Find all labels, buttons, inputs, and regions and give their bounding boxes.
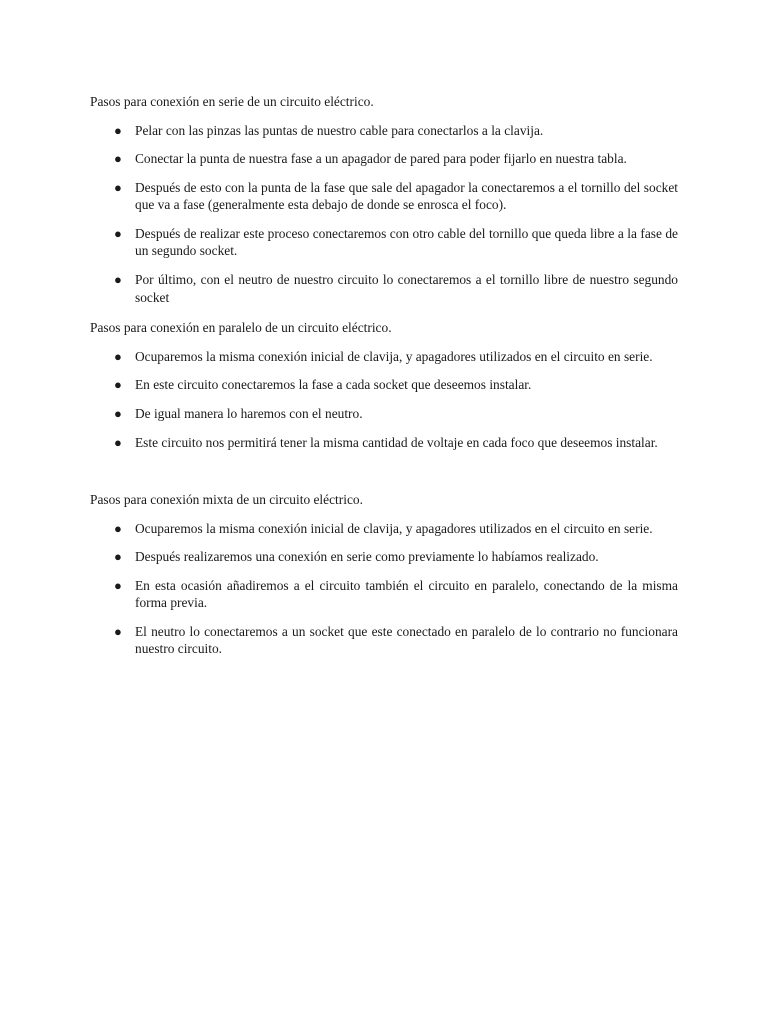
list-item bbox=[90, 225, 678, 260]
bullet-icon: ● bbox=[114, 549, 122, 565]
list-item bbox=[90, 122, 678, 139]
list-item bbox=[90, 520, 678, 537]
list-item-text: Por último, con el neutro de nuestro circuito lo conectaremos a el tornillo libre de nuestro segundo socket bbox=[135, 272, 678, 305]
bullet-icon: ● bbox=[114, 272, 122, 288]
bullet-icon: ● bbox=[114, 226, 122, 242]
list-item-text: Ocuparemos la misma conexión inicial de clavija, y apagadores utilizados en el circuito en serie. bbox=[135, 520, 653, 536]
bullet-icon: ● bbox=[114, 624, 122, 640]
section-heading: Pasos para conexión en serie de un circuito eléctrico. bbox=[90, 94, 374, 109]
bullet-icon: ● bbox=[114, 434, 122, 450]
bullet-list bbox=[90, 348, 678, 452]
section-mixta bbox=[90, 491, 678, 658]
list-item-text: Pelar con las pinzas las puntas de nuestro cable para conectarlos a la clavija. bbox=[135, 122, 544, 138]
bullet-list bbox=[90, 122, 678, 306]
list-item-text: Conectar la punta de nuestra fase a un apagador de pared para poder fijarlo en nuestra tabla. bbox=[135, 151, 627, 167]
bullet-icon: ● bbox=[114, 406, 122, 422]
list-item bbox=[90, 348, 678, 365]
list-item bbox=[90, 577, 678, 612]
list-item bbox=[90, 548, 678, 565]
list-item bbox=[90, 271, 678, 306]
bullet-icon: ● bbox=[114, 151, 122, 167]
list-item-text: El neutro lo conectaremos a un socket que este conectado en paralelo de lo contrario no funcionara nuestro circuito. bbox=[135, 624, 678, 657]
list-item-text: Ocuparemos la misma conexión inicial de clavija, y apagadores utilizados en el circuito en serie. bbox=[135, 348, 653, 364]
list-item bbox=[90, 179, 678, 214]
list-item bbox=[90, 623, 678, 658]
bullet-icon: ● bbox=[114, 122, 122, 138]
bullet-icon: ● bbox=[114, 348, 122, 364]
bullet-icon: ● bbox=[114, 520, 122, 536]
list-item-text: Después de esto con la punta de la fase que sale del apagador la conectaremos a el tornillo del socket que va a fase (generalmente esta debajo de donde se enrosca el foco). bbox=[135, 180, 678, 213]
list-item bbox=[90, 434, 678, 451]
section-heading: Pasos para conexión mixta de un circuito eléctrico. bbox=[90, 492, 363, 507]
section-heading: Pasos para conexión en paralelo de un circuito eléctrico. bbox=[90, 320, 392, 335]
list-item bbox=[90, 150, 678, 167]
list-item-text: En este circuito conectaremos la fase a cada socket que deseemos instalar. bbox=[135, 377, 532, 393]
list-item-text: Después realizaremos una conexión en serie como previamente lo habíamos realizado. bbox=[135, 549, 599, 565]
bullet-icon: ● bbox=[114, 180, 122, 196]
list-item-text: Este circuito nos permitirá tener la misma cantidad de voltaje en cada foco que deseemos instalar. bbox=[135, 434, 658, 450]
bullet-icon: ● bbox=[114, 377, 122, 393]
list-item bbox=[90, 405, 678, 422]
list-item-text: Después de realizar este proceso conectaremos con otro cable del tornillo que queda libre a la fase de un segundo socket. bbox=[135, 226, 678, 259]
bullet-icon: ● bbox=[114, 578, 122, 594]
bullet-list bbox=[90, 520, 678, 658]
list-item-text: En esta ocasión añadiremos a el circuito también el circuito en paralelo, conectando de la misma forma previa. bbox=[135, 578, 678, 611]
list-item bbox=[90, 376, 678, 393]
list-item-text: De igual manera lo haremos con el neutro. bbox=[135, 406, 363, 422]
section-paralelo bbox=[90, 319, 678, 451]
section-serie bbox=[90, 93, 678, 306]
